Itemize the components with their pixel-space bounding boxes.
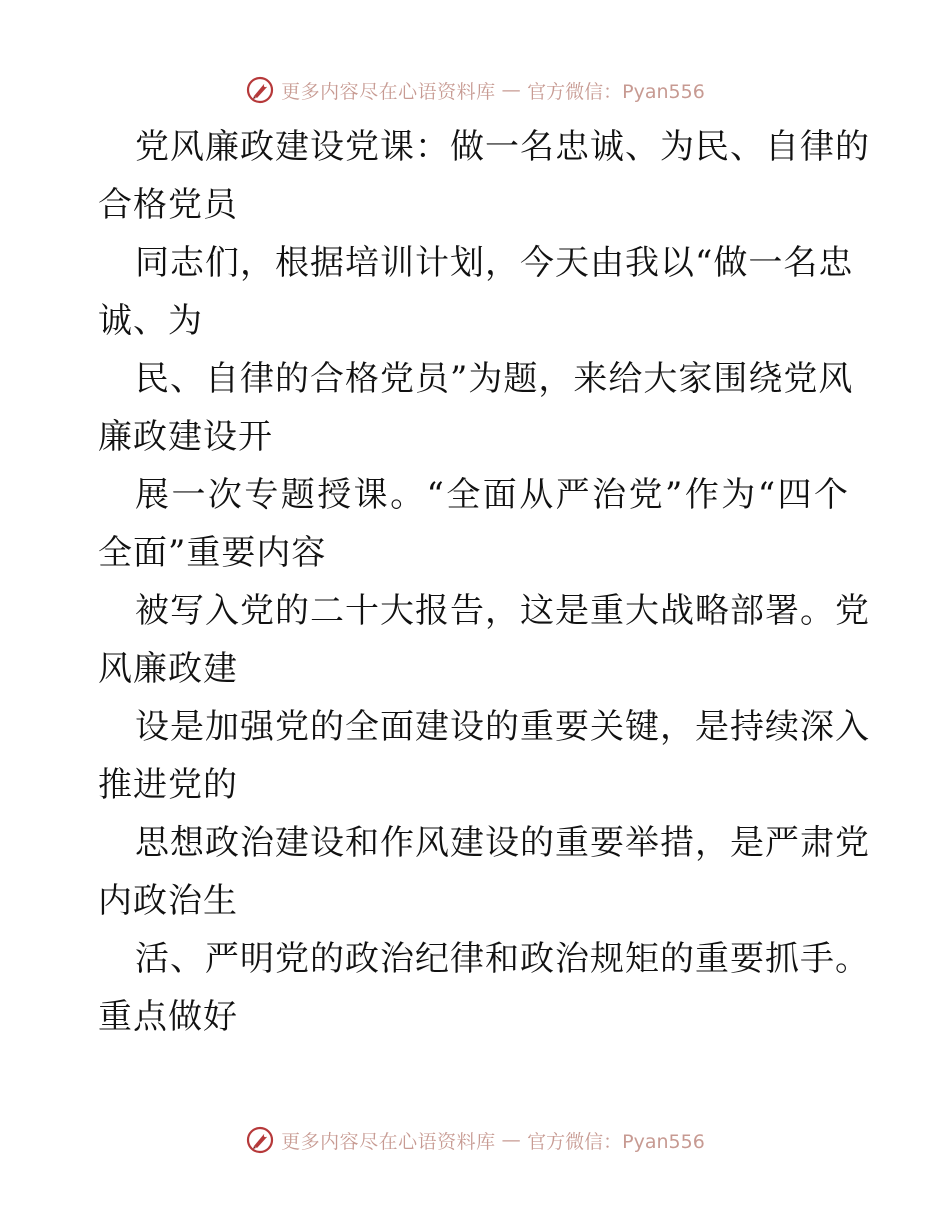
footer-banner — [0, 1122, 950, 1158]
paragraph-line: 民、自律的合格党员”为题，来给大家围绕党风 — [135, 359, 854, 399]
footer-wechat-text: 官方微信：Pyan556 — [527, 1130, 705, 1153]
header-wechat-text: 官方微信：Pyan556 — [527, 80, 705, 103]
paragraph-line: 廉政建设开 — [98, 417, 273, 457]
document-body — [98, 118, 870, 1046]
footer-site-text: 更多内容尽在心语资料库 — [281, 1130, 496, 1153]
footer-separator: — — [501, 1129, 522, 1151]
paragraph-line: 推进党的 — [98, 765, 238, 805]
title-line-1: 党风廉政建设党课：做一名忠诚、为民、自律的 — [135, 127, 870, 167]
paragraph-line: 全面”重要内容 — [98, 533, 327, 573]
paragraph-line: 内政治生 — [98, 881, 238, 921]
paragraph-line: 设是加强党的全面建设的重要关键，是持续深入 — [135, 707, 870, 747]
paragraph-line: 活、严明党的政治纪律和政治规矩的重要抓手。 — [135, 939, 870, 979]
paragraph-line: 诚、为 — [98, 301, 203, 341]
pen-logo-icon — [245, 1125, 275, 1155]
title-line-2: 合格党员 — [98, 185, 238, 225]
paragraph-line: 被写入党的二十大报告，这是重大战略部署。党 — [135, 591, 870, 631]
paragraph-line: 重点做好 — [98, 997, 238, 1037]
paragraph-line: 思想政治建设和作风建设的重要举措，是严肃党 — [135, 823, 870, 863]
header-separator: — — [501, 79, 522, 101]
paragraph-line: 同志们，根据培训计划，今天由我以“做一名忠 — [135, 243, 854, 283]
pen-logo-icon — [245, 75, 275, 105]
paragraph-line: 风廉政建 — [98, 649, 238, 689]
paragraph-line: 展一次专题授课。“全面从严治党”作为“四个 — [135, 475, 849, 515]
header-site-text: 更多内容尽在心语资料库 — [281, 80, 496, 103]
header-banner — [0, 72, 950, 108]
